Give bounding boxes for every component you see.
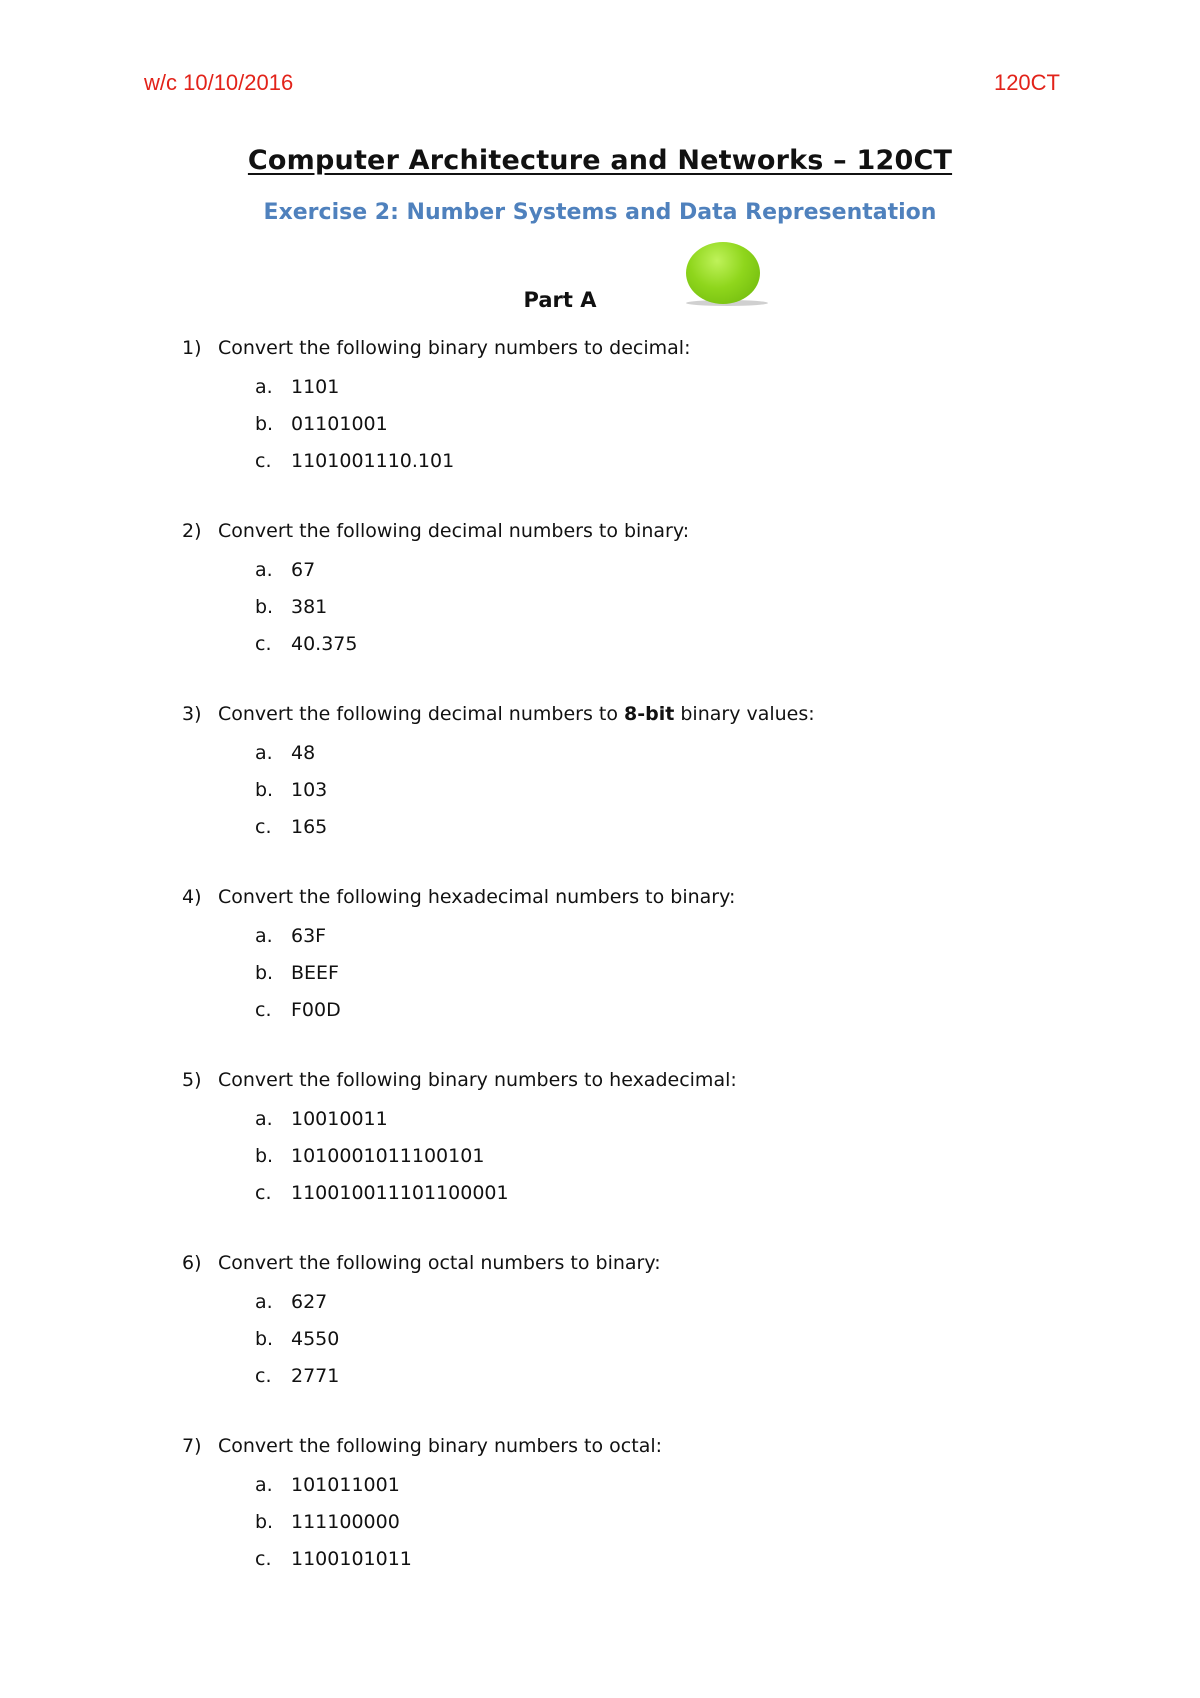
document-title: Computer Architecture and Networks – 120CT [247,145,953,176]
sub-item-letter: a. [255,925,273,947]
sub-item-value: 627 [291,1291,328,1313]
sub-item [182,406,1082,443]
sub-item-letter: c. [255,999,272,1021]
question-number: 3) [182,703,202,725]
question-text: Convert the following binary numbers to decimal: [218,337,691,359]
sub-item-value: F00D [291,999,341,1021]
sub-item [182,1321,1082,1358]
sub-item-value: 48 [291,742,316,764]
question-text: Convert the following decimal numbers to binary: [218,520,690,542]
sub-item [182,955,1082,992]
question-number: 4) [182,886,202,908]
question-text: Convert the following hexadecimal numbers to binary: [218,886,736,908]
sub-item-value: 40.375 [291,633,358,655]
sub-item-list [182,1101,1082,1212]
sub-item-value: 01101001 [291,413,388,435]
sub-item-letter: b. [255,413,274,435]
sub-item-letter: a. [255,1474,273,1496]
sub-item-letter: c. [255,1182,272,1204]
sub-item [182,735,1082,772]
sub-item [182,1358,1082,1395]
sub-item-value: 10010011 [291,1108,388,1130]
question-text [218,699,815,729]
question-text-bold: 8-bit [624,703,675,725]
question-1 [182,333,1082,480]
sub-item-letter: a. [255,376,273,398]
sub-item-value: 67 [291,559,316,581]
sub-item [182,1284,1082,1321]
question-5 [182,1065,1082,1212]
sub-item [182,1101,1082,1138]
sub-item-letter: a. [255,559,273,581]
sub-item-value: BEEF [291,962,339,984]
sub-item-letter: b. [255,1145,274,1167]
sub-item [182,992,1082,1029]
sub-item [182,918,1082,955]
sub-item-value: 103 [291,779,328,801]
question-6 [182,1248,1082,1395]
exercise-subtitle: Exercise 2: Number Systems and Data Representation [263,200,937,225]
sub-item [182,552,1082,589]
sub-item-letter: c. [255,450,272,472]
question-text: Convert the following binary numbers to hexadecimal: [218,1069,737,1091]
sub-item-list [182,552,1082,663]
sub-item-letter: b. [255,1328,274,1350]
sub-item [182,1138,1082,1175]
question-2 [182,516,1082,663]
question-3 [182,699,1082,846]
sub-item-letter: b. [255,1511,274,1533]
sub-item-value: 111100000 [291,1511,400,1533]
question-list [182,333,1082,1614]
sub-item [182,589,1082,626]
sub-item-letter: b. [255,962,274,984]
sub-item [182,1467,1082,1504]
sub-item [182,369,1082,406]
question-text-after: binary values: [674,703,815,725]
question-7 [182,1431,1082,1578]
sub-item-letter: a. [255,1291,273,1313]
sub-item-list [182,1284,1082,1395]
sub-item-value: 165 [291,816,328,838]
sub-item-list [182,735,1082,846]
question-text: Convert the following octal numbers to binary: [218,1252,661,1274]
sub-item-letter: c. [255,816,272,838]
sub-item [182,443,1082,480]
question-number: 5) [182,1069,202,1091]
sub-item-value: 1100101011 [291,1548,412,1570]
sub-item-value: 381 [291,596,328,618]
sub-item [182,1504,1082,1541]
sub-item-letter: c. [255,1365,272,1387]
sub-item-letter: c. [255,633,272,655]
header-course-code: 120CT [993,70,1060,95]
sub-item-list [182,369,1082,480]
question-number: 1) [182,337,202,359]
sub-item [182,809,1082,846]
sub-item-value: 1101001110.101 [291,450,455,472]
sub-item-value: 101011001 [291,1474,400,1496]
question-number: 7) [182,1435,202,1457]
sub-item-letter: c. [255,1548,272,1570]
sub-item-list [182,918,1082,1029]
sub-item [182,772,1082,809]
sub-item-value: 2771 [291,1365,340,1387]
sub-item [182,1175,1082,1212]
sub-item-list [182,1467,1082,1578]
question-text-before: Convert the following decimal numbers to [218,703,624,725]
part-title: Part A [523,288,597,312]
sub-item [182,626,1082,663]
sub-item-value: 110010011101100001 [291,1182,509,1204]
sub-item-letter: a. [255,1108,273,1130]
question-number: 2) [182,520,202,542]
sub-item-value: 63F [291,925,327,947]
sub-item-value: 1010001011100101 [291,1145,485,1167]
sub-item-letter: a. [255,742,273,764]
question-number: 6) [182,1252,202,1274]
sub-item [182,1541,1082,1578]
header-date: w/c 10/10/2016 [144,70,294,95]
question-text: Convert the following binary numbers to octal: [218,1435,663,1457]
sub-item-letter: b. [255,779,274,801]
sub-item-letter: b. [255,596,274,618]
question-4 [182,882,1082,1029]
sub-item-value: 4550 [291,1328,340,1350]
sub-item-value: 1101 [291,376,340,398]
